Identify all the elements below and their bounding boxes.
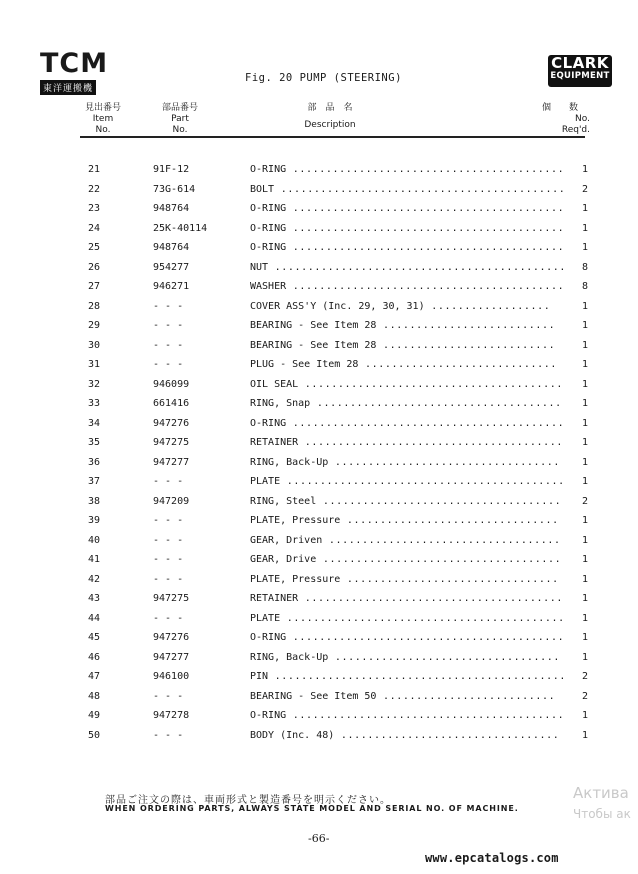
- quantity-required: 1: [581, 573, 588, 585]
- description-cell: [250, 238, 568, 258]
- description: GEAR, Drive: [250, 554, 317, 566]
- leader-dots: .........................................: [286, 164, 565, 176]
- description: O-RING: [250, 242, 287, 254]
- item-number: 27: [88, 281, 101, 293]
- description: RING, Steel: [250, 495, 317, 507]
- ordering-note-jp: 部品ご注文の際は、車両形式と製造番号を明示ください。: [105, 795, 391, 806]
- quantity-required: 1: [581, 729, 588, 741]
- part-number: - - -: [153, 339, 184, 351]
- description-cell: [250, 687, 568, 707]
- description-cell: [250, 511, 568, 531]
- column-header-part-jp: 部品番号: [161, 103, 198, 113]
- item-number: 35: [88, 437, 101, 449]
- description-cell: [250, 472, 568, 492]
- part-number: - - -: [153, 476, 184, 488]
- part-number: - - -: [153, 729, 184, 741]
- table-row: [88, 414, 588, 434]
- description-cell: [250, 550, 568, 570]
- leader-dots: .......................................: [298, 593, 563, 605]
- item-number: 48: [88, 690, 101, 702]
- table-row: [88, 726, 588, 746]
- leader-dots: .........................................: [286, 222, 565, 234]
- table-row: [88, 180, 588, 200]
- description-cell: [250, 199, 568, 219]
- page-number: -66-: [308, 832, 330, 845]
- quantity-required: 1: [581, 203, 588, 215]
- item-number: 32: [88, 378, 101, 390]
- quantity-required: 2: [581, 183, 588, 195]
- activation-watermark-line2: Чтобы ак: [573, 807, 631, 821]
- item-number: 23: [88, 203, 101, 215]
- table-row: [88, 355, 588, 375]
- part-number: - - -: [153, 554, 184, 566]
- tcm-logo: [40, 48, 109, 95]
- quantity-required: 1: [581, 437, 588, 449]
- description: O-RING: [250, 203, 287, 215]
- description: PLATE: [250, 612, 281, 624]
- quantity-required: 1: [581, 398, 588, 410]
- part-number: 25K-40114: [153, 222, 208, 234]
- figure-title: Fig. 20 PUMP (STEERING): [245, 72, 402, 84]
- quantity-required: 2: [581, 495, 588, 507]
- table-row: [88, 687, 588, 707]
- description-cell: [250, 375, 568, 395]
- item-number: 37: [88, 476, 101, 488]
- part-number: 946100: [153, 671, 190, 683]
- part-number: 948764: [153, 242, 190, 254]
- table-row: [88, 531, 588, 551]
- table-row: [88, 511, 588, 531]
- parts-table: [88, 160, 588, 745]
- leader-dots: ..........................................: [280, 476, 565, 488]
- item-number: 38: [88, 495, 101, 507]
- column-header-description-en: Description: [304, 120, 356, 130]
- part-number: 947275: [153, 437, 190, 449]
- leader-dots: ..................................: [328, 651, 560, 663]
- quantity-required: 1: [581, 222, 588, 234]
- table-row: [88, 609, 588, 629]
- description-cell: [250, 706, 568, 726]
- item-number: 34: [88, 417, 101, 429]
- description-cell: [250, 336, 568, 356]
- item-number: 47: [88, 671, 101, 683]
- part-number: 947209: [153, 495, 190, 507]
- column-header-part-en2: No.: [172, 125, 188, 135]
- item-number: 39: [88, 515, 101, 527]
- description-cell: [250, 492, 568, 512]
- description: O-RING: [250, 417, 287, 429]
- column-header-qty-jp: 個 数: [541, 103, 578, 113]
- description-cell: [250, 277, 568, 297]
- description-cell: [250, 355, 568, 375]
- table-row: [88, 336, 588, 356]
- leader-dots: .........................................: [286, 632, 565, 644]
- item-number: 21: [88, 164, 101, 176]
- tcm-logo-text: TCM: [40, 48, 109, 79]
- leader-dots: ................................: [340, 515, 559, 527]
- quantity-required: 1: [581, 242, 588, 254]
- table-row: [88, 258, 588, 278]
- description: BEARING - See Item 28: [250, 320, 377, 332]
- quantity-required: 1: [581, 456, 588, 468]
- header-rule: [80, 136, 585, 138]
- table-row: [88, 472, 588, 492]
- part-number: 948764: [153, 203, 190, 215]
- quantity-required: 1: [581, 515, 588, 527]
- part-number: 954277: [153, 261, 190, 273]
- description: WASHER: [250, 281, 287, 293]
- description: RING, Snap: [250, 398, 311, 410]
- quantity-required: 1: [581, 710, 588, 722]
- part-number: 73G-614: [153, 183, 196, 195]
- leader-dots: .......................................: [298, 378, 563, 390]
- part-number: 947278: [153, 710, 190, 722]
- part-number: - - -: [153, 612, 184, 624]
- quantity-required: 1: [581, 534, 588, 546]
- description: BODY (Inc. 48): [250, 729, 335, 741]
- leader-dots: .........................................: [286, 203, 565, 215]
- description-cell: [250, 648, 568, 668]
- table-row: [88, 628, 588, 648]
- item-number: 24: [88, 222, 101, 234]
- item-number: 43: [88, 593, 101, 605]
- leader-dots: ............................................: [268, 671, 566, 683]
- quantity-required: 1: [581, 593, 588, 605]
- leader-dots: .....................................: [310, 398, 562, 410]
- item-number: 25: [88, 242, 101, 254]
- leader-dots: .............................: [358, 359, 557, 371]
- quantity-required: 2: [581, 690, 588, 702]
- column-header-part-en1: Part: [171, 114, 189, 124]
- item-number: 45: [88, 632, 101, 644]
- leader-dots: .......................................: [298, 437, 563, 449]
- description-cell: [250, 570, 568, 590]
- quantity-required: 1: [581, 651, 588, 663]
- item-number: 29: [88, 320, 101, 332]
- leader-dots: ...................................: [322, 534, 561, 546]
- description: RETAINER: [250, 437, 299, 449]
- table-row: [88, 375, 588, 395]
- part-number: - - -: [153, 320, 184, 332]
- description: O-RING: [250, 222, 287, 234]
- description: PLATE: [250, 476, 281, 488]
- clark-logo-line2: EQUIPMENT: [550, 71, 610, 81]
- website-link[interactable]: www.epcatalogs.com: [425, 851, 559, 865]
- part-number: - - -: [153, 515, 184, 527]
- description-cell: [250, 726, 568, 746]
- leader-dots: ................................: [340, 573, 559, 585]
- column-header-qty: [530, 103, 590, 136]
- item-number: 40: [88, 534, 101, 546]
- part-number: 947276: [153, 417, 190, 429]
- table-row: [88, 648, 588, 668]
- quantity-required: 2: [581, 671, 588, 683]
- item-number: 49: [88, 710, 101, 722]
- quantity-required: 1: [581, 359, 588, 371]
- quantity-required: 8: [581, 261, 588, 273]
- column-header-part: [150, 103, 210, 136]
- quantity-required: 1: [581, 554, 588, 566]
- table-row: [88, 277, 588, 297]
- item-number: 28: [88, 300, 101, 312]
- column-header-item: [78, 103, 128, 136]
- clark-logo-line1: CLARK: [551, 54, 609, 72]
- description-cell: [250, 219, 568, 239]
- column-header-item-en2: No.: [95, 125, 111, 135]
- column-header-qty-en1: No.: [575, 114, 590, 124]
- description: COVER ASS'Y (Inc. 29, 30, 31): [250, 300, 425, 312]
- description-cell: [250, 628, 568, 648]
- quantity-required: 1: [581, 320, 588, 332]
- item-number: 44: [88, 612, 101, 624]
- description: BEARING - See Item 50: [250, 690, 377, 702]
- description: RETAINER: [250, 593, 299, 605]
- column-header-qty-en2: Req'd.: [561, 125, 590, 135]
- part-number: - - -: [153, 359, 184, 371]
- item-number: 31: [88, 359, 101, 371]
- item-number: 42: [88, 573, 101, 585]
- quantity-required: 8: [581, 281, 588, 293]
- description: PLUG - See Item 28: [250, 359, 359, 371]
- part-number: 947277: [153, 651, 190, 663]
- leader-dots: ....................................: [316, 554, 562, 566]
- leader-dots: ..........................: [376, 690, 556, 702]
- leader-dots: ...........................................: [274, 183, 566, 195]
- leader-dots: .........................................: [286, 417, 565, 429]
- description-cell: [250, 160, 568, 180]
- part-number: - - -: [153, 573, 184, 585]
- item-number: 46: [88, 651, 101, 663]
- leader-dots: ..........................: [376, 339, 556, 351]
- description: BOLT: [250, 183, 275, 195]
- leader-dots: ..........................: [376, 320, 556, 332]
- description: GEAR, Driven: [250, 534, 323, 546]
- leader-dots: .........................................: [286, 710, 565, 722]
- description: RING, Back-Up: [250, 456, 329, 468]
- description: RING, Back-Up: [250, 651, 329, 663]
- column-header-description-jp: 部 品 名: [307, 103, 353, 113]
- part-number: 661416: [153, 398, 190, 410]
- part-number: - - -: [153, 534, 184, 546]
- tcm-logo-subtext: 東洋運搬機: [40, 80, 96, 95]
- quantity-required: 1: [581, 476, 588, 488]
- description-cell: [250, 297, 568, 317]
- table-row: [88, 570, 588, 590]
- description-cell: [250, 414, 568, 434]
- description-cell: [250, 667, 568, 687]
- description: NUT: [250, 261, 269, 273]
- item-number: 33: [88, 398, 101, 410]
- item-number: 50: [88, 729, 101, 741]
- part-number: 947277: [153, 456, 190, 468]
- quantity-required: 1: [581, 632, 588, 644]
- leader-dots: .........................................: [286, 281, 565, 293]
- description: PIN: [250, 671, 269, 683]
- table-row: [88, 160, 588, 180]
- item-number: 30: [88, 339, 101, 351]
- description-cell: [250, 589, 568, 609]
- description: OIL SEAL: [250, 378, 299, 390]
- description-cell: [250, 316, 568, 336]
- leader-dots: ..................................: [328, 456, 560, 468]
- item-number: 26: [88, 261, 101, 273]
- part-number: 946099: [153, 378, 190, 390]
- parts-table-body: [88, 160, 588, 745]
- table-row: [88, 238, 588, 258]
- part-number: - - -: [153, 300, 184, 312]
- quantity-required: 1: [581, 300, 588, 312]
- quantity-required: 1: [581, 164, 588, 176]
- column-header-item-en1: Item: [92, 114, 114, 124]
- clark-equipment-logo: [548, 55, 612, 87]
- item-number: 36: [88, 456, 101, 468]
- leader-dots: .................................: [334, 729, 560, 741]
- description: PLATE, Pressure: [250, 515, 341, 527]
- table-row: [88, 219, 588, 239]
- description-cell: [250, 531, 568, 551]
- ordering-note-en: WHEN ORDERING PARTS, ALWAYS STATE MODEL AND SERIAL NO. OF MACHINE.: [105, 804, 519, 813]
- description-cell: [250, 394, 568, 414]
- table-row: [88, 316, 588, 336]
- quantity-required: 1: [581, 417, 588, 429]
- part-number: 946271: [153, 281, 190, 293]
- quantity-required: 1: [581, 339, 588, 351]
- table-row: [88, 453, 588, 473]
- item-number: 41: [88, 554, 101, 566]
- column-header-description: [280, 103, 380, 131]
- quantity-required: 1: [581, 612, 588, 624]
- description: BEARING - See Item 28: [250, 339, 377, 351]
- leader-dots: ..........................................: [280, 612, 565, 624]
- part-number: 947276: [153, 632, 190, 644]
- item-number: 22: [88, 183, 101, 195]
- leader-dots: ............................................: [268, 261, 566, 273]
- description: PLATE, Pressure: [250, 573, 341, 585]
- description-cell: [250, 258, 568, 278]
- table-row: [88, 550, 588, 570]
- description-cell: [250, 453, 568, 473]
- description-cell: [250, 180, 568, 200]
- activation-watermark-line1: Актива: [573, 784, 629, 802]
- table-row: [88, 433, 588, 453]
- description: O-RING: [250, 710, 287, 722]
- description-cell: [250, 609, 568, 629]
- description-cell: [250, 433, 568, 453]
- leader-dots: ....................................: [316, 495, 562, 507]
- table-row: [88, 199, 588, 219]
- table-row: [88, 589, 588, 609]
- column-header-item-jp: 見出番号: [84, 103, 121, 113]
- table-row: [88, 706, 588, 726]
- quantity-required: 1: [581, 378, 588, 390]
- part-number: 91F-12: [153, 164, 190, 176]
- table-row: [88, 297, 588, 317]
- description: O-RING: [250, 164, 287, 176]
- leader-dots: ..................: [424, 300, 551, 312]
- table-row: [88, 667, 588, 687]
- table-row: [88, 492, 588, 512]
- part-number: 947275: [153, 593, 190, 605]
- part-number: - - -: [153, 690, 184, 702]
- leader-dots: .........................................: [286, 242, 565, 254]
- table-row: [88, 394, 588, 414]
- description: O-RING: [250, 632, 287, 644]
